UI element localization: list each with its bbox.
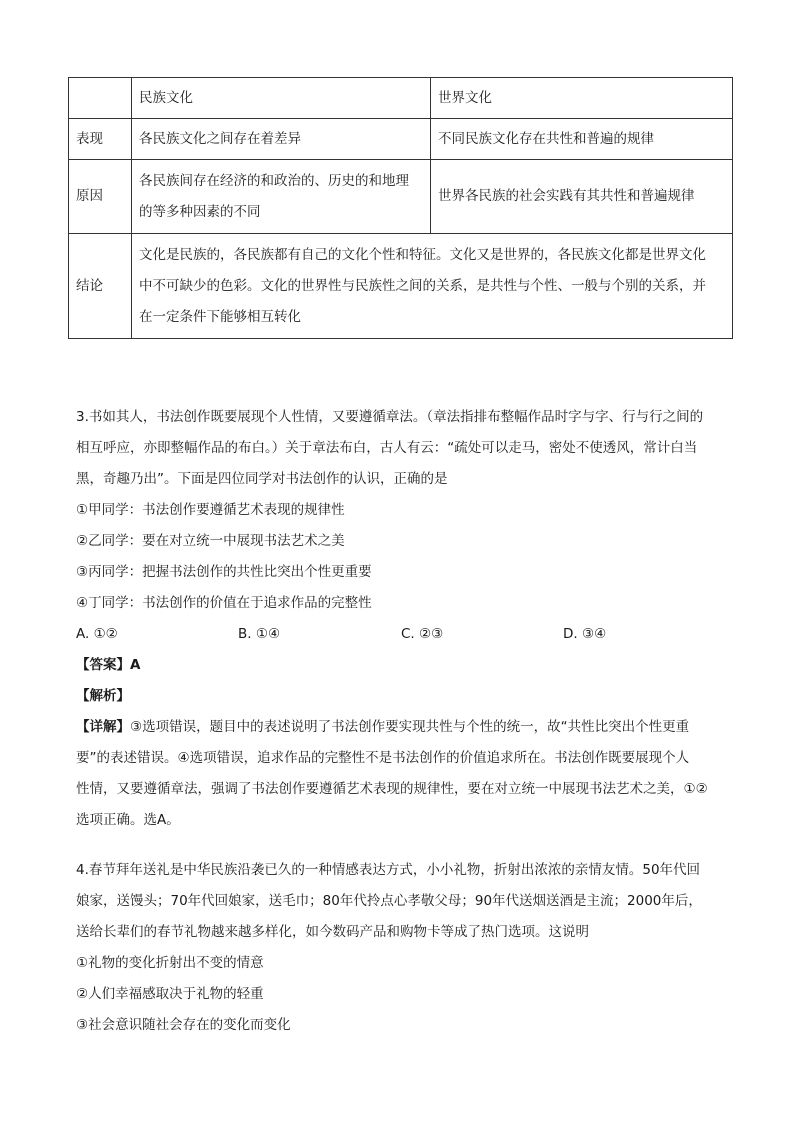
row-label-conclusion: 结论 <box>69 234 132 339</box>
comparison-table <box>68 77 733 339</box>
detail-text: ③选项错误，题目中的表述说明了书法创作要实现共性与个性的统一，故“共性比突出个性更重 <box>130 719 690 735</box>
statement-item: ③社会意识随社会存在的变化而变化 <box>76 1017 291 1033</box>
statement-item: ②乙同学：要在对立统一中展现书法艺术之美 <box>76 533 345 549</box>
statement-item: ④丁同学：书法创作的价值在于追求作品的完整性 <box>76 595 372 611</box>
option-c: C. ②③ <box>401 626 444 642</box>
table-row <box>69 160 733 234</box>
cell-world-manifestation: 不同民族文化存在共性和普遍的规律 <box>431 119 733 160</box>
statement-item: ③丙同学：把握书法创作的共性比突出个性更重要 <box>76 564 372 580</box>
question-3 <box>76 402 726 836</box>
header-world-culture: 世界文化 <box>431 78 733 119</box>
cell-world-reason: 世界各民族的社会实践有其共性和普遍规律 <box>431 160 733 234</box>
question-stem-line: 黑，奇趣乃出”。下面是四位同学对书法创作的认识，正确的是 <box>76 471 448 487</box>
row-label-manifestation: 表现 <box>69 119 132 160</box>
cell-conclusion <box>132 234 733 339</box>
option-a: A. ①② <box>76 626 118 642</box>
option-b: B. ①④ <box>238 626 281 642</box>
analysis-heading: 【解析】 <box>76 688 130 704</box>
option-d: D. ③④ <box>563 626 607 642</box>
cell-text-line: 文化是民族的，各民族都有自己的文化个性和特征。文化又是世界的，各民族文化都是世界文化 <box>139 246 706 263</box>
table-header-row <box>69 78 733 119</box>
question-stem-line: 送给长辈们的春节礼物越来越多样化，如今数码产品和购物卡等成了热门选项。这说明 <box>76 924 589 940</box>
answer-options <box>76 619 726 650</box>
statement-item: ①礼物的变化折射出不变的情意 <box>76 955 264 971</box>
header-national-culture: 民族文化 <box>132 78 431 119</box>
cell-text-line: 中不可缺少的色彩。文化的世界性与民族性之间的关系，是共性与个性、一般与个别的关系，并 <box>139 277 706 294</box>
cell-national-reason <box>132 160 431 234</box>
table-row <box>69 234 733 339</box>
cell-national-manifestation: 各民族文化之间存在着差异 <box>132 119 431 160</box>
detail-line <box>76 712 726 743</box>
detail-line: 性情，又要遵循章法，强调了书法创作要遵循艺术表现的规律性，要在对立统一中展现书法艺术之美，①② <box>76 781 708 797</box>
question-stem-line: 相互呼应，亦即整幅作品的布白。）关于章法布白，古人有云：“疏处可以走马，密处不使透风，常计白当 <box>76 440 698 456</box>
cell-text-line: 的等多种因素的不同 <box>139 203 261 220</box>
question-stem-line: 3.书如其人，书法创作既要展现个人性情，又要遵循章法。（章法指排布整幅作品时字与字、行与行之间的 <box>76 409 704 425</box>
cell-text-line: 在一定条件下能够相互转化 <box>139 308 301 325</box>
cell-text-line: 各民族间存在经济的和政治的、历史的和地理 <box>139 172 409 189</box>
question-stem-line: 4.春节拜年送礼是中华民族沿袭已久的一种情感表达方式，小小礼物，折射出浓浓的亲情友情。50年代回 <box>76 862 701 878</box>
question-stem-line: 娘家，送馒头；70年代回娘家，送毛巾；80年代拎点心孝敬父母；90年代送烟送酒是主流；2000年后， <box>76 893 702 909</box>
detail-line: 选项正确。选A。 <box>76 812 180 828</box>
answer-line: 【答案】A <box>76 657 141 673</box>
detail-line: 要”的表述错误。④选项错误，追求作品的完整性不是书法创作的价值追求所在。书法创作既要展现个人 <box>76 750 690 766</box>
statement-item: ①甲同学：书法创作要遵循艺术表现的规律性 <box>76 502 345 518</box>
row-label-reason: 原因 <box>69 160 132 234</box>
statement-item: ②人们幸福感取决于礼物的轻重 <box>76 986 264 1002</box>
question-4 <box>76 855 726 1041</box>
detail-label: 【详解】 <box>76 719 130 735</box>
table-corner-cell <box>69 78 132 119</box>
table-row <box>69 119 733 160</box>
